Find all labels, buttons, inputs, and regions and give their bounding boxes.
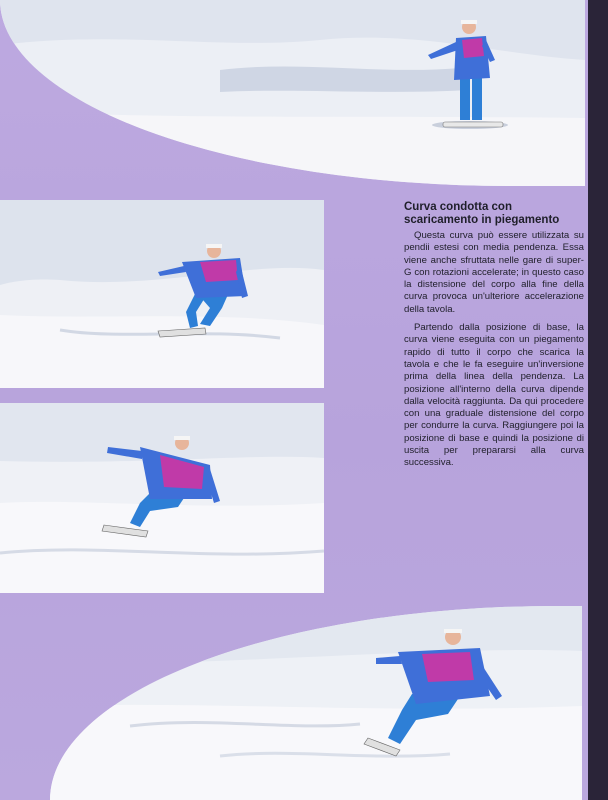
article-title-line2: scaricamento in piegamento [404,214,560,226]
photo-snowboarder-deep-crouch [0,403,324,593]
page-edge-strip [588,0,608,800]
article-column [404,201,584,476]
article-paragraph-1: Questa curva può essere utilizzata su pendii estesi con media pendenza. Essa viene anche sfruttata nelle gare di super-G con rotazioni accelerate; in questo caso la distensione del corpo alla fine della curva provoca un'ulteriore accelerazione della tavola. [404,230,584,315]
photo-snowboarder-crouch [0,200,324,388]
article-title-line1: Curva condotta con [404,201,512,213]
article-title [404,201,584,227]
article-paragraph-2: Partendo dalla posizione di base, la curva viene eseguita con un piegamento rapido di tutto il corpo che scarica la tavola e che le fa eseguire un'inversione prima della linea della pendenza. La posizione all'interno della curva dipende dalla velocità raggiunta. Da qui procedere con una graduale distensione del corpo per condurre la curva. Raggiungere poi la posizione di base e quindi la posizione di uscita per prepararsi alla curva successiva. [404,322,584,469]
